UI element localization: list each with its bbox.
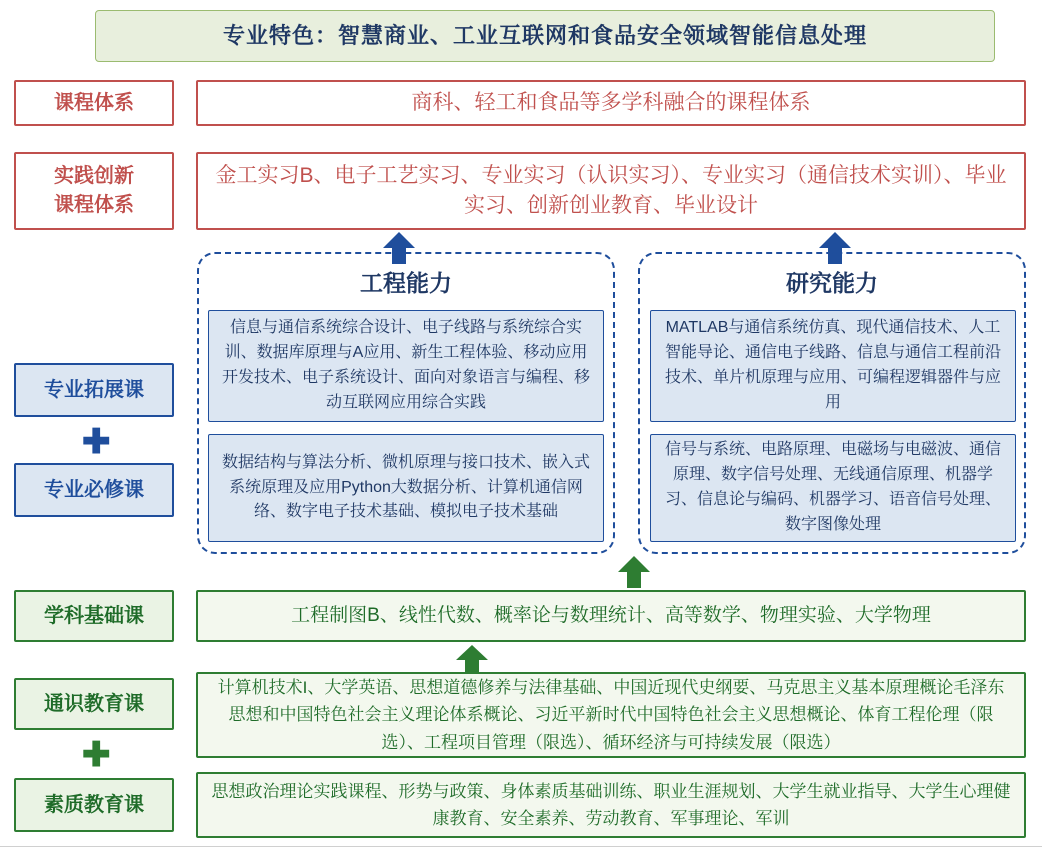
content-quality-education-courses: 思想政治理论实践课程、形势与政策、身体素质基础训练、职业生涯规划、大学生就业指导、大学生心理健康教育、安全素养、劳动教育、军事理论、军训 [196,772,1026,838]
content-discipline-basic-courses: 工程制图B、线性代数、概率论与数理统计、高等数学、物理实验、大学物理 [196,590,1026,642]
content-engineering-extension-courses: 信息与通信系统综合设计、电子线路与系统综合实训、数据库原理与A应用、新生工程体验、移动应用开发技术、电子系统设计、面向对象语言与编程、移动互联网应用综合实践 [208,310,604,422]
content-research-extension-courses: MATLAB与通信系统仿真、现代通信技术、人工智能导论、通信电子线路、信息与通信工程前沿技术、单片机原理与应用、可编程逻辑器件与应用 [650,310,1016,422]
content-curriculum-system: 商科、轻工和食品等多学科融合的课程体系 [196,80,1026,126]
bottom-divider [0,846,1042,847]
label-practice-innovation-line1: 实践创新 [54,165,134,187]
label-major-required-courses: 专业必修课 [14,463,174,517]
label-general-education-courses: 通识教育课 [14,678,174,730]
arrow-up-general-to-discipline [455,645,489,675]
label-practice-innovation [14,152,174,230]
label-discipline-basic-courses: 学科基础课 [14,590,174,642]
plus-icon-green: ✚ [82,736,111,774]
content-practice-innovation: 金工实习B、电子工艺实习、专业实习（认识实习）、专业实习（通信技术实训）、毕业实习、创新创业教育、毕业设计 [196,152,1026,230]
group-title-research: 研究能力 [786,270,878,296]
content-engineering-required-courses: 数据结构与算法分析、微机原理与接口技术、嵌入式系统原理及应用Python大数据分析、计算机通信网络、数字电子技术基础、模拟电子技术基础 [208,434,604,542]
arrow-up-discipline-to-capability [617,556,651,588]
group-title-engineering: 工程能力 [360,270,452,296]
content-research-required-courses: 信号与系统、电路原理、电磁场与电磁波、通信原理、数字信号处理、无线通信原理、机器学习、信息论与编码、机器学习、语音信号处理、数字图像处理 [650,434,1016,542]
program-feature-banner: 专业特色：智慧商业、工业互联网和食品安全领域智能信息处理 [95,10,995,62]
plus-icon-blue: ✚ [82,423,111,461]
label-quality-education-courses: 素质教育课 [14,778,174,832]
label-curriculum-system: 课程体系 [14,80,174,126]
content-general-education-courses: 计算机技术I、大学英语、思想道德修养与法律基础、中国近现代史纲要、马克思主义基本原理概论毛泽东思想和中国特色社会主义理论体系概论、习近平新时代中国特色社会主义思想概论、体育工程伦理（限选）、工程项目管理（限选）、循环经济与可持续发展（限选） [196,672,1026,758]
label-practice-innovation-line2: 课程体系 [54,194,134,216]
label-major-extension-courses: 专业拓展课 [14,363,174,417]
